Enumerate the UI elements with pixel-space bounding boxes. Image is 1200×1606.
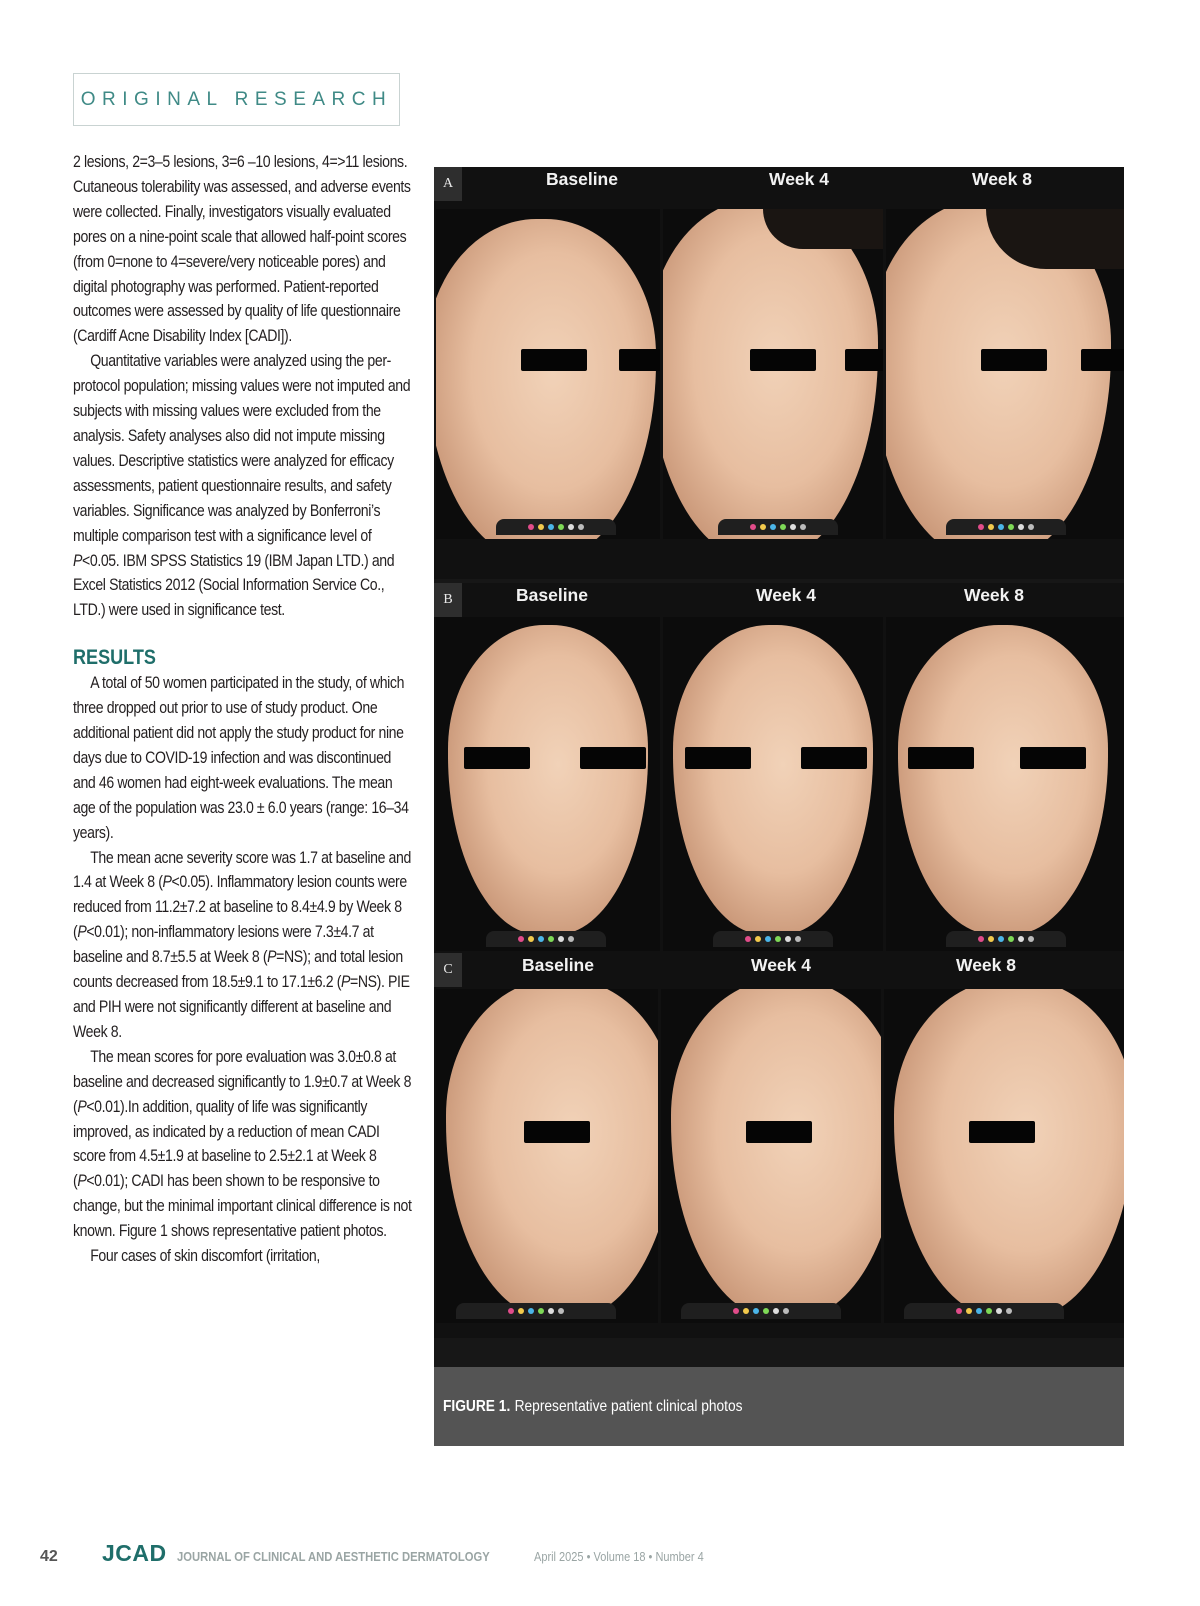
panel-c bbox=[434, 953, 1124, 1338]
panel-letter: C bbox=[434, 953, 462, 987]
column-label: Baseline bbox=[522, 955, 594, 975]
patient-photo bbox=[886, 617, 1124, 951]
column-label: Week 8 bbox=[956, 955, 1016, 975]
paragraph-results-1: A total of 50 women participated in the study, of which three dropped out prior to use of study product. One additional patient did not apply the study product for nine days due to COVID-19 infection and was discontinued and 46 women had eight-week evaluations. The mean age of the population was 23.0 ± 6.0 years (range: 16–34 years). bbox=[73, 674, 409, 842]
patient-photo bbox=[663, 209, 883, 539]
patient-photo bbox=[663, 617, 883, 951]
journal-logo: JCAD bbox=[102, 1540, 167, 1566]
panel-a bbox=[434, 167, 1124, 579]
column-label: Baseline bbox=[546, 169, 618, 189]
results-heading: RESULTS bbox=[73, 646, 156, 670]
section-header-box bbox=[73, 73, 400, 126]
patient-photo bbox=[886, 209, 1124, 539]
issue-info: April 2025 • Volume 18 • Number 4 bbox=[534, 1550, 704, 1564]
paragraph-results-2: The mean acne severity score was 1.7 at baseline and 1.4 at Week 8 (P<0.05). Inflammatory lesion counts were reduced from 11.2±7.2 at baseline to 8.4±4.9 by Week 8 (P<0.01); non-inflammatory lesions were 7.3±4.7 at baseline and 8.7±5.5 at Week 8 (P=NS); and total lesion counts decreased from 18.5±9.1 to 17.1±6.2 (P=NS). PIE and PIH were not significantly different at baseline and Week 8. bbox=[73, 848, 411, 1041]
panel-b bbox=[434, 583, 1124, 953]
paragraph-methods-end: 2 lesions, 2=3–5 lesions, 3=6 –10 lesions, 4=>11 lesions. Cutaneous tolerability was assessed, and adverse events were collected. Finally, investigators visually evaluated pores on a nine-point scale that allowed half-point scores (from 0=none to 4=severe/very noticeable pores) and digital photography was performed. Patient-reported outcomes were assessed by quality of life questionnaire (Cardiff Acne Disability Index [CADI]). bbox=[73, 153, 411, 346]
panel-letter: B bbox=[434, 583, 462, 617]
patient-photo bbox=[661, 989, 881, 1323]
column-label: Week 8 bbox=[972, 169, 1032, 189]
figure-1 bbox=[434, 167, 1124, 1446]
caption-text: Representative patient clinical photos bbox=[514, 1397, 743, 1415]
figure-caption bbox=[434, 1367, 1124, 1446]
column-label: Week 8 bbox=[964, 585, 1024, 605]
paragraph-results-3: The mean scores for pore evaluation was 3.0±0.8 at baseline and decreased significantly to 1.9±0.7 at Week 8 (P<0.01).In addition, quality of life was significantly improved, as indicated by a reduction of mean CADI score from 4.5±1.9 at baseline to 2.5±2.1 at Week 8 (P<0.01); CADI has been shown to be responsive to change, but the minimal important clinical difference is not known. Figure 1 shows representative patient photos. bbox=[73, 1047, 412, 1241]
page-number: 42 bbox=[40, 1548, 58, 1565]
paragraph-statistics: Quantitative variables were analyzed using the per-protocol population; missing values were not imputed and subjects with missing values were excluded from the analysis. Safety analyses also did not impute missing values. Descriptive statistics were analyzed for efficacy assessments, patient questionnaire results, and safety variables. Significance was analyzed by Bonferroni’s multiple comparison test with a significance level of P<0.05. IBM SPSS Statistics 19 (IBM Japan LTD.) and Excel Statistics 2012 (Social Information Service Co., LTD.) were used in significance test. bbox=[73, 352, 411, 620]
patient-photo bbox=[436, 209, 660, 539]
page-footer bbox=[40, 1540, 727, 1567]
patient-photo bbox=[884, 989, 1124, 1323]
caption-label: FIGURE 1. bbox=[443, 1397, 511, 1415]
patient-photo bbox=[436, 989, 658, 1323]
body-text-column bbox=[73, 150, 413, 1269]
column-label: Week 4 bbox=[769, 169, 829, 189]
column-label: Baseline bbox=[516, 585, 588, 605]
journal-name: JOURNAL OF CLINICAL AND AESTHETIC DERMATOLOGY bbox=[176, 1550, 490, 1564]
patient-photo bbox=[436, 617, 660, 951]
paragraph-results-4: Four cases of skin discomfort (irritation, bbox=[90, 1247, 320, 1266]
column-label: Week 4 bbox=[751, 955, 811, 975]
column-label: Week 4 bbox=[756, 585, 816, 605]
section-label: ORIGINAL RESEARCH bbox=[80, 88, 393, 110]
panel-letter: A bbox=[434, 167, 462, 201]
